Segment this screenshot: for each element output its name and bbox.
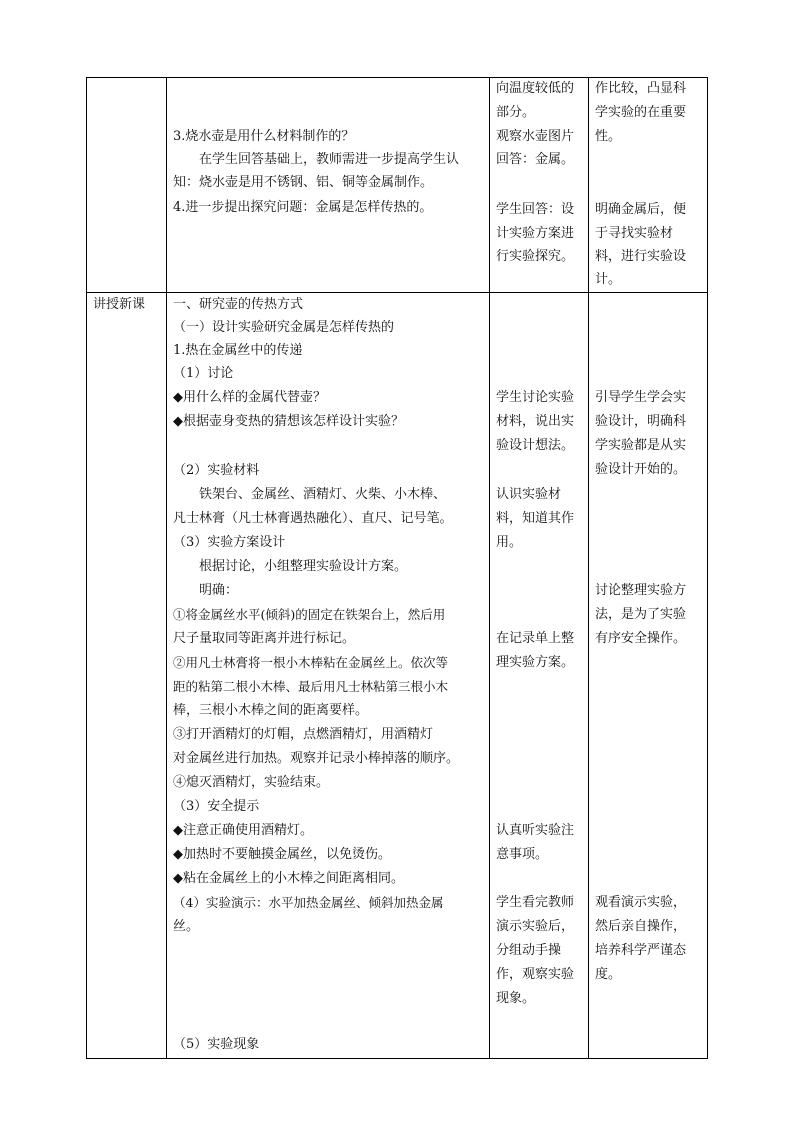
teaching-content-cell <box>167 293 490 1059</box>
content-line: （一）设计实验研究金属是怎样传热的 <box>173 320 395 335</box>
stage-cell <box>87 293 167 1059</box>
table-row <box>87 78 708 293</box>
content-line: 凡士林膏（凡士林膏遇热融化）、直尺、记号笔。 <box>173 511 453 526</box>
student-line: 材料，说出实 <box>496 414 575 429</box>
student-line: 学生回答：设 <box>496 202 575 217</box>
content-line: ②用凡士林膏将一根小木棒粘在金属丝上。依次等 <box>173 655 449 670</box>
content-line: （3）安全提示 <box>173 799 260 814</box>
content-line: 铁架台、金属丝、酒精灯、火柴、小木棒、 <box>173 487 447 502</box>
content-line: ④熄灭酒精灯，实验结束。 <box>173 775 330 790</box>
stage-label: 讲授新课 <box>93 297 146 312</box>
content-line: （4）实验演示：水平加热金属丝、倾斜加热金属 <box>173 895 444 910</box>
student-line: 学生看完教师 <box>496 895 575 910</box>
content-line: ◆根据壶身变热的猜想该怎样设计实验？ <box>173 414 404 429</box>
student-line: 计实验方案进 <box>496 226 575 241</box>
content-line: 4.进一步提出探究问题：金属是怎样传热的。 <box>173 200 433 215</box>
content-line: 知：烧水壶是用不锈钢、铝、铜等金属制作。 <box>173 175 434 190</box>
student-line: 观察水壶图片 <box>496 129 575 144</box>
intent-line: 然后亲自操作， <box>595 919 687 934</box>
content-line: 1.热在金属丝中的传递 <box>173 343 303 358</box>
intent-line: 培养科学严谨态 <box>595 943 687 958</box>
student-line: 意事项。 <box>496 847 549 862</box>
student-line: 料，知道其作 <box>496 511 575 526</box>
table-row <box>87 293 708 1059</box>
intent-line: 引导学生学会实 <box>595 390 687 405</box>
intent-line: 观看演示实验， <box>595 895 687 910</box>
content-line: 一、研究壶的传热方式 <box>173 297 304 312</box>
student-line: 分组动手操 <box>496 943 562 958</box>
student-line: 验设计想法。 <box>496 438 575 453</box>
content-line: 距的粘第二根小木棒、最后用凡士林粘第三根小木 <box>173 679 449 694</box>
intent-line: 有序安全操作。 <box>595 631 687 646</box>
content-line: （3）实验方案设计 <box>173 535 286 550</box>
student-line: 作，观察实验 <box>496 967 575 982</box>
intent-line: 性。 <box>595 129 622 144</box>
student-line: 学生讨论实验 <box>496 390 575 405</box>
intent-line: 学实验都是从实 <box>595 438 687 453</box>
content-line: ①将金属丝水平(倾斜)的固定在铁架台上，然后用 <box>173 607 446 622</box>
intent-line: 计。 <box>595 272 622 287</box>
intent-line: 讨论整理实验方 <box>595 583 687 598</box>
content-line: 明确： <box>173 583 239 598</box>
content-line: ③打开酒精灯的灯帽，点燃酒精灯，用酒精灯 <box>173 727 434 742</box>
student-line: 用。 <box>496 535 523 550</box>
intent-line: 于寻找实验材 <box>595 226 674 241</box>
student-line: 在记录单上整 <box>496 631 575 646</box>
content-line: （1）讨论 <box>173 366 234 381</box>
intent-line: 法，是为了实验 <box>595 607 687 622</box>
content-line: 丝。 <box>173 919 200 934</box>
content-line: ◆加热时不要触摸金属丝，以免烫伤。 <box>173 847 391 862</box>
content-line: 对金属丝进行加热。观察并记录小棒掉落的顺序。 <box>173 751 460 766</box>
content-line: 根据讨论，小组整理实验设计方案。 <box>173 559 408 574</box>
student-line: 理实验方案。 <box>496 655 575 670</box>
content-line: 尺子量取同等距离并进行标记。 <box>173 631 356 646</box>
content-line: 棒，三根小木棒之间的距离要样。 <box>173 703 369 718</box>
content-line: ◆粘在金属丝上的小木棒之间距离相同。 <box>173 871 404 886</box>
student-line: 向温度较低的 <box>496 81 575 96</box>
student-line: 认识实验材 <box>496 487 562 502</box>
content-line: （5）实验现象 <box>173 1037 260 1052</box>
content-line: 在学生回答基础上，教师需进一步提高学生认 <box>173 152 460 167</box>
intent-line: 明确金属后，便 <box>595 202 687 217</box>
stage-cell <box>87 78 167 293</box>
intent-line: 验设计开始的。 <box>595 462 687 477</box>
intent-line: 作比较，凸显科 <box>595 81 687 96</box>
student-line: 认真听实验注 <box>496 823 575 838</box>
lesson-plan-table <box>86 77 708 1059</box>
design-intent-cell <box>589 78 708 293</box>
student-line: 部分。 <box>496 105 536 120</box>
content-line: （2）实验材料 <box>173 463 260 478</box>
student-line: 回答：金属。 <box>496 152 575 167</box>
intent-line: 验设计，明确科 <box>595 414 687 429</box>
student-line: 演示实验后， <box>496 919 575 934</box>
teaching-content-cell <box>167 78 490 293</box>
design-intent-cell <box>589 293 708 1059</box>
student-activity-cell <box>490 293 589 1059</box>
content-line: ◆用什么样的金属代替壶？ <box>173 390 326 405</box>
intent-line: 料，进行实验设 <box>595 249 687 264</box>
student-activity-cell <box>490 78 589 293</box>
student-line: 行实验探究。 <box>496 249 575 264</box>
intent-line: 学实验的在重要 <box>595 105 687 120</box>
content-line: 3.烧水壶是用什么材料制作的？ <box>173 129 355 144</box>
student-line: 现象。 <box>496 991 536 1006</box>
content-line: ◆注意正确使用酒精灯。 <box>173 823 313 838</box>
intent-line: 度。 <box>595 967 622 982</box>
